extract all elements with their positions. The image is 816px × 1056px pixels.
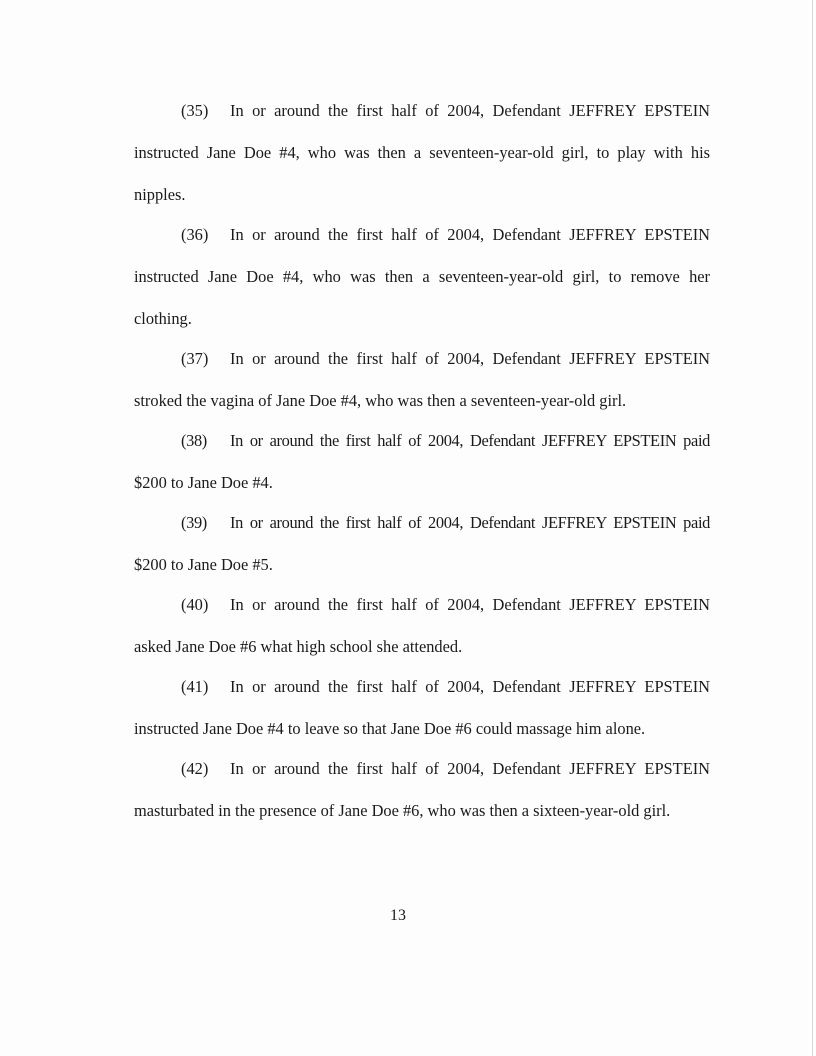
paragraph-40 — [134, 584, 710, 668]
paragraph-first-line — [134, 90, 710, 132]
paragraph-text: In or around the first half of 2004, Defendant JEFFREY EPSTEIN — [230, 759, 710, 778]
paragraph-42 — [134, 748, 710, 832]
paragraph-number: (36) — [181, 225, 209, 244]
paragraph-text: In or around the first half of 2004, Defendant JEFFREY EPSTEIN — [230, 101, 710, 120]
page-edge-line — [812, 0, 813, 1056]
paragraph-36 — [134, 214, 710, 340]
paragraph-first-line — [134, 666, 710, 708]
paragraph-38 — [134, 420, 710, 504]
paragraph-first-line — [134, 502, 710, 544]
paragraph-number: (37) — [181, 349, 209, 368]
paragraph-35 — [134, 90, 710, 216]
paragraph-number: (38) — [181, 431, 207, 450]
paragraph-39 — [134, 502, 710, 586]
paragraph-text: In or around the first half of 2004, Defendant JEFFREY EPSTEIN — [230, 349, 710, 368]
page-number: 13 — [390, 907, 406, 924]
paragraph-number: (42) — [181, 759, 209, 778]
paragraph-line: instructed Jane Doe #4, who was then a seventeen-year-old girl, to remove her — [134, 267, 710, 286]
paragraph-text: In or around the first half of 2004, Defendant JEFFREY EPSTEIN paid — [230, 513, 710, 532]
paragraph-first-line — [134, 214, 710, 256]
paragraph-line: clothing. — [134, 309, 192, 328]
paragraph-line: asked Jane Doe #6 what high school she attended. — [134, 637, 463, 656]
paragraph-first-line — [134, 338, 710, 380]
paragraph-text: In or around the first half of 2004, Defendant JEFFREY EPSTEIN — [230, 595, 710, 614]
paragraph-line: nipples. — [134, 185, 186, 204]
paragraph-number: (40) — [181, 595, 209, 614]
paragraph-text: In or around the first half of 2004, Defendant JEFFREY EPSTEIN — [230, 677, 710, 696]
paragraph-41 — [134, 666, 710, 750]
paragraph-line: instructed Jane Doe #4 to leave so that Jane Doe #6 could massage him alone. — [134, 719, 646, 738]
paragraph-text: In or around the first half of 2004, Defendant JEFFREY EPSTEIN — [230, 225, 710, 244]
paragraph-line: masturbated in the presence of Jane Doe #6, who was then a sixteen-year-old girl. — [134, 801, 671, 820]
paragraph-number: (39) — [181, 513, 207, 532]
paragraph-first-line — [134, 420, 710, 462]
paragraph-first-line — [134, 584, 710, 626]
paragraph-text: In or around the first half of 2004, Defendant JEFFREY EPSTEIN paid — [230, 431, 710, 450]
paragraph-37 — [134, 338, 710, 422]
paragraph-number: (41) — [181, 677, 209, 696]
paragraph-first-line — [134, 748, 710, 790]
paragraph-line: instructed Jane Doe #4, who was then a seventeen-year-old girl, to play with his — [134, 143, 710, 162]
paragraph-line: $200 to Jane Doe #4. — [134, 473, 273, 492]
paragraph-number: (35) — [181, 101, 209, 120]
paragraph-line: $200 to Jane Doe #5. — [134, 555, 273, 574]
paragraph-line: stroked the vagina of Jane Doe #4, who was then a seventeen-year-old girl. — [134, 391, 627, 410]
